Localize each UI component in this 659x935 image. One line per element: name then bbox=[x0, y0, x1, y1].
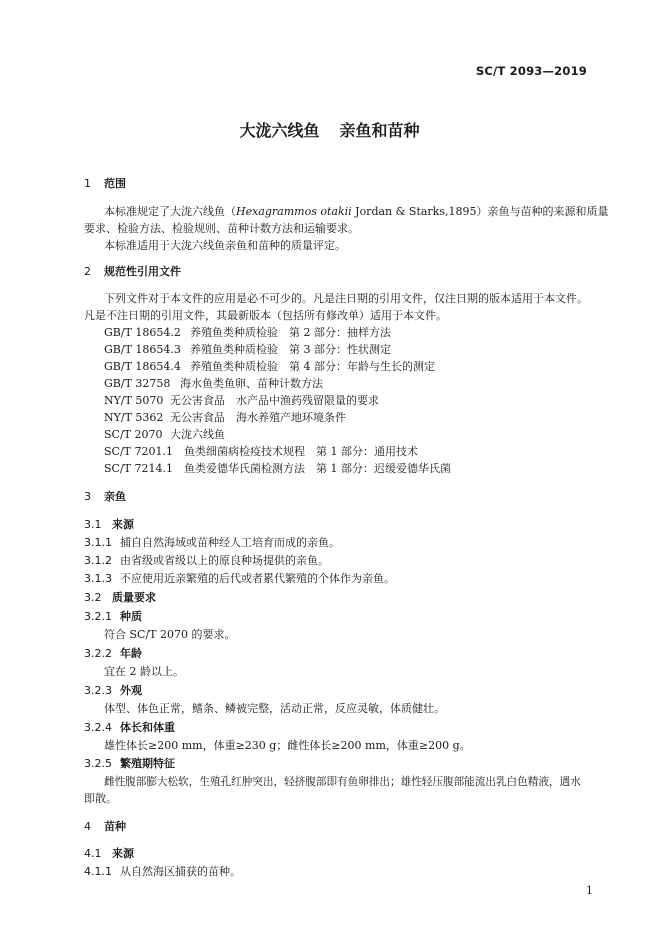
reference-code: SC/T 2070 bbox=[104, 428, 163, 441]
clause-3-1-1 bbox=[84, 536, 340, 550]
section-3-title: 亲鱼 bbox=[104, 490, 126, 503]
reference-title: 养殖鱼类种质检验 第 3 部分：性状测定 bbox=[190, 343, 391, 356]
section-4-1-title: 来源 bbox=[112, 847, 134, 860]
section-3-number: 3 bbox=[84, 490, 91, 503]
section-1-paragraph-1-cont: 要求、检验方法、检验规则、苗种计数方法和运输要求。 bbox=[84, 222, 359, 235]
clause-number: 3.1.1 bbox=[84, 536, 112, 549]
reference-code: SC/T 7201.1 bbox=[104, 445, 173, 458]
reference-item bbox=[104, 377, 323, 391]
section-2-intro-2: 凡是不注日期的引用文件，其最新版本（包括所有修改单）适用于本文件。 bbox=[84, 309, 447, 322]
clause-text: 从自然海区捕获的苗种。 bbox=[120, 865, 241, 878]
clause-text: 不应使用近亲繁殖的后代或者累代繁殖的个体作为亲鱼。 bbox=[120, 572, 395, 585]
scope-text-a: 本标准规定了大泷六线鱼（ bbox=[104, 205, 236, 218]
section-3-1-heading bbox=[84, 518, 134, 532]
clause-number: 3.1.2 bbox=[84, 554, 112, 567]
clause-3-2-5-text-cont: 即散。 bbox=[84, 792, 117, 805]
clause-3-2-5-text: 雌性腹部膨大松软，生殖孔红肿突出，轻挤腹部即有鱼卵排出；雄性轻压腹部能流出乳白色精液，遇水 bbox=[104, 776, 581, 788]
clause-title: 繁殖期特征 bbox=[120, 757, 175, 770]
clause-number: 3.2.4 bbox=[84, 721, 112, 734]
section-4-1-number: 4.1 bbox=[84, 847, 102, 860]
clause-3-2-2-text: 宜在 2 龄以上。 bbox=[104, 665, 184, 678]
document-title bbox=[0, 118, 659, 141]
clause-3-2-5-heading bbox=[84, 757, 175, 771]
reference-title: 养殖鱼类种质检验 第 4 部分：年龄与生长的测定 bbox=[190, 360, 435, 373]
section-4-number: 4 bbox=[84, 820, 91, 833]
reference-title: 养殖鱼类种质检验 第 2 部分：抽样方法 bbox=[190, 326, 391, 339]
reference-item bbox=[104, 343, 391, 357]
clause-3-2-3-heading bbox=[84, 684, 142, 698]
clause-number: 3.2.3 bbox=[84, 684, 112, 697]
reference-item bbox=[104, 462, 451, 476]
reference-code: NY/T 5362 bbox=[104, 411, 164, 424]
section-4-1-heading bbox=[84, 847, 134, 861]
reference-code: GB/T 18654.2 bbox=[104, 326, 181, 339]
clause-3-2-4-text: 雄性体长≥200 mm，体重≥230 g；雌性体长≥200 mm，体重≥200 g。 bbox=[104, 739, 471, 752]
section-2-number: 2 bbox=[84, 265, 91, 278]
page-number: 1 bbox=[586, 884, 593, 897]
reference-item bbox=[104, 360, 435, 374]
clause-number: 3.2.2 bbox=[84, 647, 112, 660]
reference-code: GB/T 18654.4 bbox=[104, 360, 181, 373]
title-part-2: 亲鱼和苗种 bbox=[339, 121, 420, 140]
clause-title: 外观 bbox=[120, 684, 142, 697]
reference-title: 海水鱼类鱼卵、苗种计数方法 bbox=[180, 377, 323, 390]
clause-text: 捕自自然海域或苗种经人工培育而成的亲鱼。 bbox=[120, 536, 340, 549]
section-3-2-number: 3.2 bbox=[84, 591, 102, 604]
section-1-number: 1 bbox=[84, 177, 91, 190]
section-3-1-title: 来源 bbox=[112, 518, 134, 531]
clause-number: 3.1.3 bbox=[84, 572, 112, 585]
section-3-heading bbox=[84, 490, 126, 504]
reference-title: 无公害食品 海水养殖产地环境条件 bbox=[170, 411, 346, 424]
clause-3-2-2-heading bbox=[84, 647, 142, 661]
clause-text: 由省级或省级以上的原良种场提供的亲鱼。 bbox=[120, 554, 329, 567]
section-4-title: 苗种 bbox=[104, 820, 126, 833]
clause-4-1-1 bbox=[84, 865, 241, 879]
section-2-title: 规范性引用文件 bbox=[104, 265, 181, 278]
reference-code: GB/T 32758 bbox=[104, 377, 171, 390]
section-1-paragraph-1 bbox=[104, 205, 609, 219]
reference-title: 鱼类爱德华氏菌检测方法 第 1 部分：迟缓爱德华氏菌 bbox=[184, 462, 451, 475]
reference-item bbox=[104, 445, 418, 459]
clause-title: 种质 bbox=[120, 610, 142, 623]
section-3-2-title: 质量要求 bbox=[112, 591, 156, 604]
clause-number: 3.2.5 bbox=[84, 757, 112, 770]
reference-code: SC/T 7214.1 bbox=[104, 462, 173, 475]
reference-item bbox=[104, 394, 379, 408]
reference-item bbox=[104, 411, 346, 425]
section-4-heading bbox=[84, 820, 126, 834]
clause-3-2-1-heading bbox=[84, 610, 142, 624]
reference-code: GB/T 18654.3 bbox=[104, 343, 181, 356]
clause-3-2-3-text: 体型、体色正常，鳍条、鳞被完整，活动正常，反应灵敏，体质健壮。 bbox=[104, 702, 445, 715]
section-1-heading bbox=[84, 177, 126, 191]
section-1-paragraph-2: 本标准适用于大泷六线鱼亲鱼和苗种的质量评定。 bbox=[104, 239, 346, 252]
section-2-heading bbox=[84, 265, 181, 279]
reference-title: 大泷六线鱼 bbox=[170, 428, 225, 441]
clause-number: 3.2.1 bbox=[84, 610, 112, 623]
section-3-2-heading bbox=[84, 591, 156, 605]
section-2-intro-1: 下列文件对于本文件的应用是必不可少的。凡是注日期的引用文件，仅注日期的版本适用于本文件。 bbox=[104, 292, 588, 305]
reference-item bbox=[104, 326, 391, 340]
section-1-title: 范围 bbox=[104, 177, 126, 190]
clause-number: 4.1.1 bbox=[84, 865, 112, 878]
reference-title: 无公害食品 水产品中渔药残留限量的要求 bbox=[170, 394, 379, 407]
scientific-name: Hexagrammos otakii bbox=[236, 205, 352, 218]
reference-title: 鱼类细菌病检疫技术规程 第 1 部分：通用技术 bbox=[184, 445, 418, 458]
clause-title: 体长和体重 bbox=[120, 721, 175, 734]
title-part-1: 大泷六线鱼 bbox=[239, 121, 320, 140]
clause-3-1-2 bbox=[84, 554, 329, 568]
reference-item bbox=[104, 428, 225, 442]
scope-text-b: Jordan & Starks,1895）亲鱼与苗种的来源和质量 bbox=[351, 205, 609, 218]
clause-3-1-3 bbox=[84, 572, 395, 586]
reference-code: NY/T 5070 bbox=[104, 394, 164, 407]
clause-3-2-4-heading bbox=[84, 721, 175, 735]
clause-3-2-1-text: 符合 SC/T 2070 的要求。 bbox=[104, 628, 236, 641]
section-3-1-number: 3.1 bbox=[84, 518, 102, 531]
clause-title: 年龄 bbox=[120, 647, 142, 660]
standard-code: SC/T 2093—2019 bbox=[475, 64, 587, 78]
